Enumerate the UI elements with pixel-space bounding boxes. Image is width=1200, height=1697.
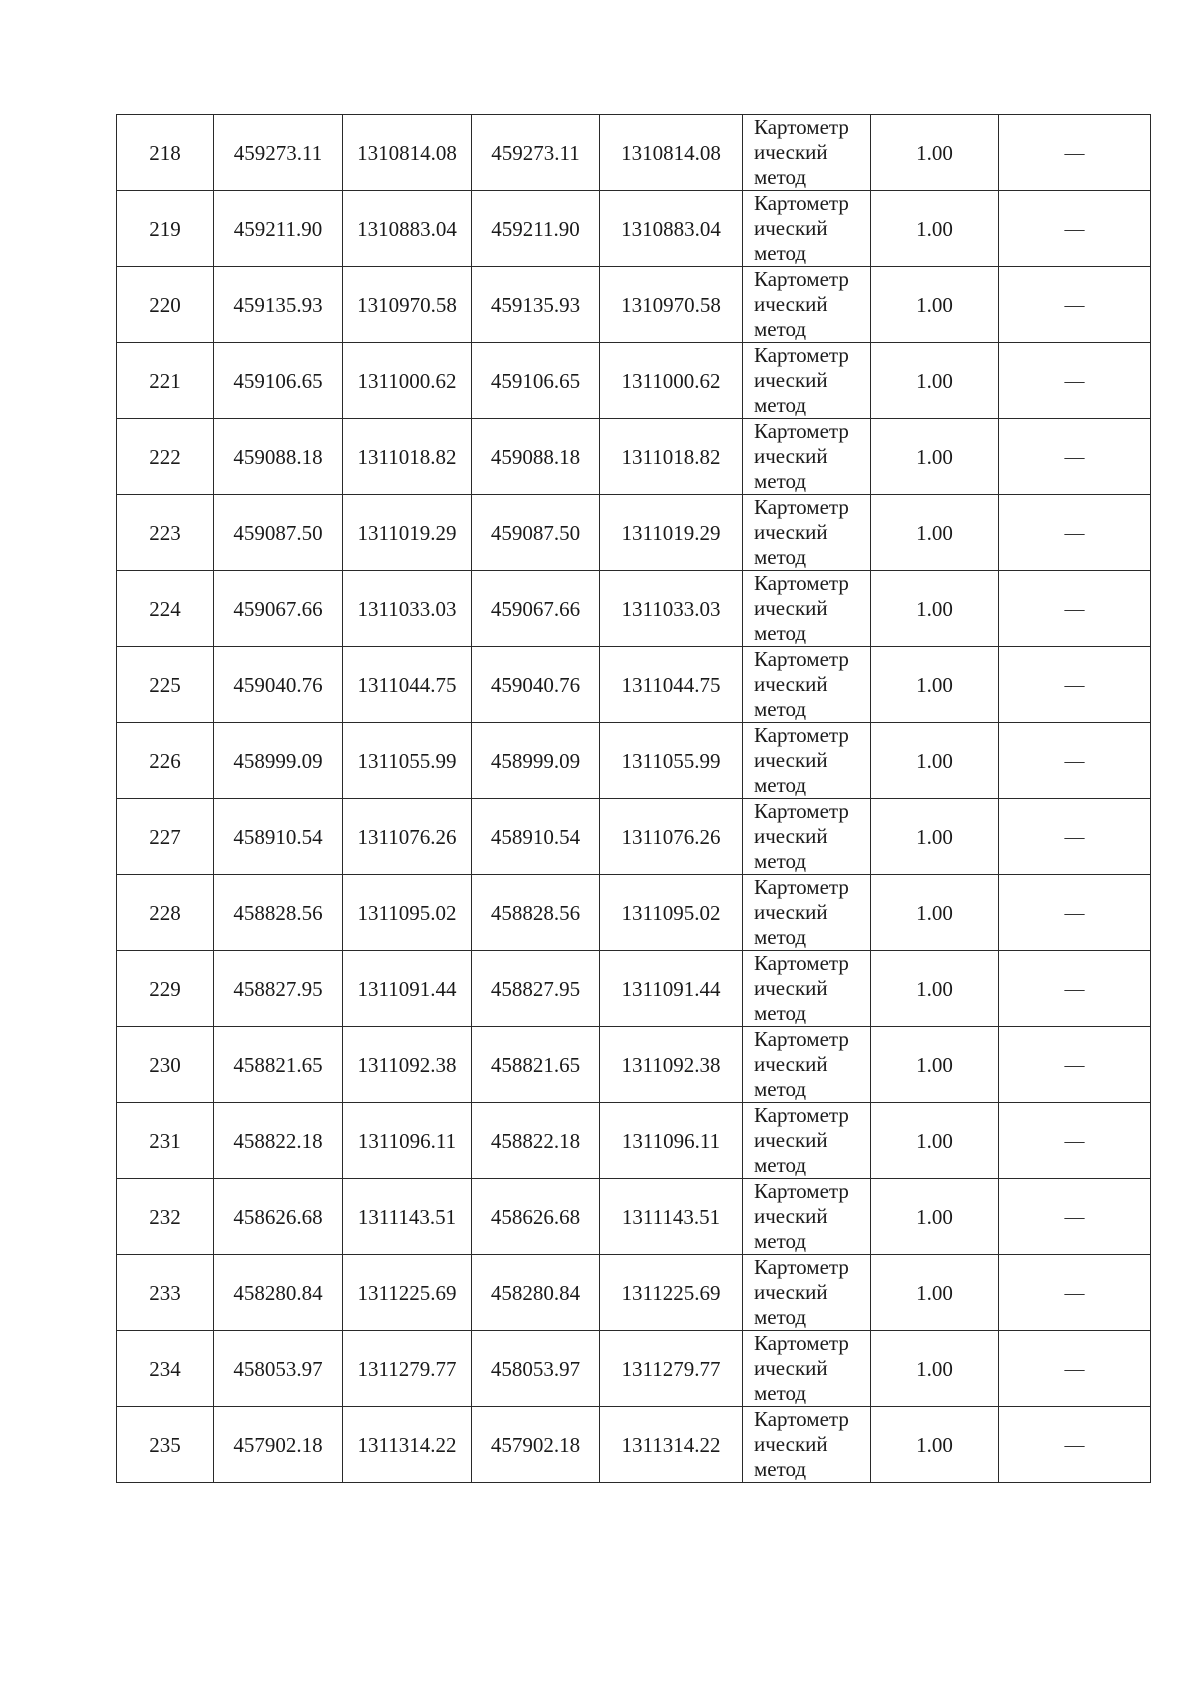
x-coordinate-cell: 458280.84 (214, 1255, 343, 1331)
method-text-line: ический (754, 1280, 828, 1304)
table-row (117, 1179, 1151, 1255)
y-coordinate-cell: 1311000.62 (600, 343, 743, 419)
y-coordinate-cell: 1310814.08 (343, 115, 472, 191)
table-row (117, 1255, 1151, 1331)
x-coordinate-cell: 458822.18 (214, 1103, 343, 1179)
point-number-cell: 218 (117, 115, 214, 191)
point-number-cell: 231 (117, 1103, 214, 1179)
x-coordinate-cell: 458828.56 (214, 875, 343, 951)
note-cell (999, 419, 1151, 495)
y-coordinate-cell: 1310970.58 (600, 267, 743, 343)
y-coordinate-cell: 1310883.04 (600, 191, 743, 267)
coordinates-table (116, 114, 1151, 1483)
y-coordinate-cell: 1311055.99 (343, 723, 472, 799)
y-coordinate-cell: 1311096.11 (343, 1103, 472, 1179)
method-text-line: метод (754, 469, 807, 493)
dash-mark: — (1064, 826, 1085, 848)
accuracy-cell: 1.00 (871, 723, 999, 799)
point-number-cell: 224 (117, 571, 214, 647)
x-coordinate-cell: 459106.65 (214, 343, 343, 419)
y-coordinate-cell: 1311092.38 (343, 1027, 472, 1103)
method-text-line: ический (754, 140, 828, 164)
method-cell (743, 1027, 871, 1103)
y-coordinate-cell: 1310814.08 (600, 115, 743, 191)
dash-mark: — (1064, 978, 1085, 1000)
point-number-cell: 228 (117, 875, 214, 951)
x-coordinate-cell: 459106.65 (472, 343, 600, 419)
accuracy-cell: 1.00 (871, 343, 999, 419)
method-cell (743, 723, 871, 799)
x-coordinate-cell: 458910.54 (214, 799, 343, 875)
note-cell (999, 1103, 1151, 1179)
x-coordinate-cell: 459135.93 (214, 267, 343, 343)
y-coordinate-cell: 1311044.75 (600, 647, 743, 723)
accuracy-cell: 1.00 (871, 571, 999, 647)
accuracy-cell: 1.00 (871, 647, 999, 723)
point-number-cell: 233 (117, 1255, 214, 1331)
method-text-line: метод (754, 1153, 807, 1177)
note-cell (999, 1407, 1151, 1483)
x-coordinate-cell: 458827.95 (472, 951, 600, 1027)
x-coordinate-cell: 458827.95 (214, 951, 343, 1027)
x-coordinate-cell: 458821.65 (214, 1027, 343, 1103)
y-coordinate-cell: 1311033.03 (343, 571, 472, 647)
accuracy-cell: 1.00 (871, 115, 999, 191)
method-cell (743, 419, 871, 495)
point-number-cell: 234 (117, 1331, 214, 1407)
x-coordinate-cell: 458910.54 (472, 799, 600, 875)
x-coordinate-cell: 458999.09 (472, 723, 600, 799)
point-number-cell: 219 (117, 191, 214, 267)
accuracy-cell: 1.00 (871, 799, 999, 875)
method-text-line: метод (754, 1001, 807, 1025)
accuracy-cell: 1.00 (871, 1331, 999, 1407)
table-row (117, 571, 1151, 647)
dash-mark: — (1064, 750, 1085, 772)
x-coordinate-cell: 459067.66 (214, 571, 343, 647)
note-cell (999, 495, 1151, 571)
y-coordinate-cell: 1311019.29 (343, 495, 472, 571)
method-text-line: ический (754, 596, 828, 620)
x-coordinate-cell: 459088.18 (214, 419, 343, 495)
method-text-line: метод (754, 925, 807, 949)
method-text-line: метод (754, 393, 807, 417)
table-body (117, 115, 1151, 1483)
x-coordinate-cell: 459211.90 (472, 191, 600, 267)
method-text-line: Картометр (754, 343, 849, 367)
dash-mark: — (1064, 370, 1085, 392)
method-text-line: ический (754, 520, 828, 544)
dash-mark: — (1064, 674, 1085, 696)
method-text-line: ический (754, 444, 828, 468)
note-cell (999, 267, 1151, 343)
y-coordinate-cell: 1311314.22 (600, 1407, 743, 1483)
point-number-cell: 229 (117, 951, 214, 1027)
table-row (117, 951, 1151, 1027)
x-coordinate-cell: 458822.18 (472, 1103, 600, 1179)
method-text-line: Картометр (754, 1255, 849, 1279)
note-cell (999, 799, 1151, 875)
method-text-line: ический (754, 748, 828, 772)
method-text-line: метод (754, 697, 807, 721)
x-coordinate-cell: 458999.09 (214, 723, 343, 799)
note-cell (999, 191, 1151, 267)
dash-mark: — (1064, 294, 1085, 316)
method-text-line: ический (754, 1128, 828, 1152)
method-text-line: Картометр (754, 495, 849, 519)
method-cell (743, 343, 871, 419)
note-cell (999, 723, 1151, 799)
table-row (117, 799, 1151, 875)
method-text-line: Картометр (754, 115, 849, 139)
method-cell (743, 647, 871, 723)
note-cell (999, 1027, 1151, 1103)
y-coordinate-cell: 1310970.58 (343, 267, 472, 343)
y-coordinate-cell: 1311000.62 (343, 343, 472, 419)
method-cell (743, 1103, 871, 1179)
accuracy-cell: 1.00 (871, 267, 999, 343)
x-coordinate-cell: 459087.50 (472, 495, 600, 571)
table-row (117, 115, 1151, 191)
y-coordinate-cell: 1311092.38 (600, 1027, 743, 1103)
y-coordinate-cell: 1311279.77 (600, 1331, 743, 1407)
point-number-cell: 232 (117, 1179, 214, 1255)
accuracy-cell: 1.00 (871, 1027, 999, 1103)
point-number-cell: 235 (117, 1407, 214, 1483)
accuracy-cell: 1.00 (871, 1407, 999, 1483)
y-coordinate-cell: 1311143.51 (343, 1179, 472, 1255)
method-cell (743, 191, 871, 267)
method-cell (743, 267, 871, 343)
y-coordinate-cell: 1311143.51 (600, 1179, 743, 1255)
method-cell (743, 571, 871, 647)
point-number-cell: 226 (117, 723, 214, 799)
dash-mark: — (1064, 902, 1085, 924)
dash-mark: — (1064, 446, 1085, 468)
method-text-line: метод (754, 1077, 807, 1101)
method-text-line: метод (754, 241, 807, 265)
method-text-line: Картометр (754, 1027, 849, 1051)
method-cell (743, 495, 871, 571)
method-text-line: ический (754, 216, 828, 240)
x-coordinate-cell: 458053.97 (214, 1331, 343, 1407)
dash-mark: — (1064, 218, 1085, 240)
x-coordinate-cell: 458828.56 (472, 875, 600, 951)
method-text-line: ический (754, 824, 828, 848)
note-cell (999, 1331, 1151, 1407)
accuracy-cell: 1.00 (871, 875, 999, 951)
y-coordinate-cell: 1311091.44 (600, 951, 743, 1027)
method-text-line: метод (754, 545, 807, 569)
method-cell (743, 115, 871, 191)
table-row (117, 191, 1151, 267)
note-cell (999, 1179, 1151, 1255)
method-text-line: Картометр (754, 647, 849, 671)
table-row (117, 1027, 1151, 1103)
dash-mark: — (1064, 1054, 1085, 1076)
y-coordinate-cell: 1311018.82 (600, 419, 743, 495)
y-coordinate-cell: 1311055.99 (600, 723, 743, 799)
x-coordinate-cell: 459135.93 (472, 267, 600, 343)
note-cell (999, 115, 1151, 191)
accuracy-cell: 1.00 (871, 1103, 999, 1179)
method-cell (743, 875, 871, 951)
method-cell (743, 1179, 871, 1255)
note-cell (999, 875, 1151, 951)
y-coordinate-cell: 1310883.04 (343, 191, 472, 267)
method-text-line: Картометр (754, 875, 849, 899)
point-number-cell: 220 (117, 267, 214, 343)
y-coordinate-cell: 1311044.75 (343, 647, 472, 723)
point-number-cell: 227 (117, 799, 214, 875)
method-text-line: Картометр (754, 1407, 849, 1431)
y-coordinate-cell: 1311019.29 (600, 495, 743, 571)
point-number-cell: 223 (117, 495, 214, 571)
accuracy-cell: 1.00 (871, 191, 999, 267)
method-cell (743, 1407, 871, 1483)
y-coordinate-cell: 1311279.77 (343, 1331, 472, 1407)
method-text-line: метод (754, 1229, 807, 1253)
note-cell (999, 571, 1151, 647)
method-cell (743, 951, 871, 1027)
y-coordinate-cell: 1311076.26 (343, 799, 472, 875)
method-text-line: ический (754, 1356, 828, 1380)
table-row (117, 1331, 1151, 1407)
x-coordinate-cell: 458626.68 (214, 1179, 343, 1255)
method-text-line: ический (754, 1432, 828, 1456)
dash-mark: — (1064, 1358, 1085, 1380)
method-cell (743, 1255, 871, 1331)
x-coordinate-cell: 459273.11 (214, 115, 343, 191)
y-coordinate-cell: 1311095.02 (600, 875, 743, 951)
dash-mark: — (1064, 1206, 1085, 1228)
y-coordinate-cell: 1311095.02 (343, 875, 472, 951)
method-text-line: метод (754, 773, 807, 797)
method-text-line: Картометр (754, 1331, 849, 1355)
method-text-line: метод (754, 1457, 807, 1481)
method-text-line: Картометр (754, 571, 849, 595)
table-row (117, 495, 1151, 571)
x-coordinate-cell: 459067.66 (472, 571, 600, 647)
method-text-line: ический (754, 1204, 828, 1228)
method-cell (743, 1331, 871, 1407)
method-text-line: Картометр (754, 267, 849, 291)
x-coordinate-cell: 459211.90 (214, 191, 343, 267)
x-coordinate-cell: 459087.50 (214, 495, 343, 571)
note-cell (999, 1255, 1151, 1331)
x-coordinate-cell: 458280.84 (472, 1255, 600, 1331)
table-row (117, 1407, 1151, 1483)
x-coordinate-cell: 457902.18 (214, 1407, 343, 1483)
y-coordinate-cell: 1311018.82 (343, 419, 472, 495)
method-text-line: Картометр (754, 799, 849, 823)
table-row (117, 647, 1151, 723)
y-coordinate-cell: 1311091.44 (343, 951, 472, 1027)
method-text-line: метод (754, 317, 807, 341)
method-text-line: Картометр (754, 951, 849, 975)
table-row (117, 267, 1151, 343)
y-coordinate-cell: 1311225.69 (600, 1255, 743, 1331)
x-coordinate-cell: 458626.68 (472, 1179, 600, 1255)
table-row (117, 343, 1151, 419)
method-cell (743, 799, 871, 875)
method-text-line: Картометр (754, 1179, 849, 1203)
y-coordinate-cell: 1311096.11 (600, 1103, 743, 1179)
y-coordinate-cell: 1311314.22 (343, 1407, 472, 1483)
point-number-cell: 225 (117, 647, 214, 723)
table-row (117, 1103, 1151, 1179)
y-coordinate-cell: 1311225.69 (343, 1255, 472, 1331)
x-coordinate-cell: 458053.97 (472, 1331, 600, 1407)
table-row (117, 875, 1151, 951)
method-text-line: ический (754, 900, 828, 924)
x-coordinate-cell: 459040.76 (472, 647, 600, 723)
accuracy-cell: 1.00 (871, 1255, 999, 1331)
accuracy-cell: 1.00 (871, 1179, 999, 1255)
dash-mark: — (1064, 1434, 1085, 1456)
dash-mark: — (1064, 598, 1085, 620)
method-text-line: Картометр (754, 723, 849, 747)
method-text-line: ический (754, 368, 828, 392)
method-text-line: ический (754, 1052, 828, 1076)
method-text-line: ический (754, 292, 828, 316)
method-text-line: Картометр (754, 419, 849, 443)
x-coordinate-cell: 459088.18 (472, 419, 600, 495)
method-text-line: метод (754, 1381, 807, 1405)
accuracy-cell: 1.00 (871, 495, 999, 571)
method-text-line: метод (754, 1305, 807, 1329)
method-text-line: ический (754, 976, 828, 1000)
method-text-line: Картометр (754, 1103, 849, 1127)
y-coordinate-cell: 1311033.03 (600, 571, 743, 647)
point-number-cell: 221 (117, 343, 214, 419)
x-coordinate-cell: 459040.76 (214, 647, 343, 723)
x-coordinate-cell: 457902.18 (472, 1407, 600, 1483)
method-text-line: метод (754, 165, 807, 189)
note-cell (999, 647, 1151, 723)
table-row (117, 723, 1151, 799)
method-text-line: Картометр (754, 191, 849, 215)
note-cell (999, 951, 1151, 1027)
point-number-cell: 230 (117, 1027, 214, 1103)
dash-mark: — (1064, 1282, 1085, 1304)
accuracy-cell: 1.00 (871, 951, 999, 1027)
method-text-line: ический (754, 672, 828, 696)
y-coordinate-cell: 1311076.26 (600, 799, 743, 875)
table-row (117, 419, 1151, 495)
method-text-line: метод (754, 849, 807, 873)
dash-mark: — (1064, 142, 1085, 164)
point-number-cell: 222 (117, 419, 214, 495)
dash-mark: — (1064, 1130, 1085, 1152)
note-cell (999, 343, 1151, 419)
accuracy-cell: 1.00 (871, 419, 999, 495)
x-coordinate-cell: 458821.65 (472, 1027, 600, 1103)
x-coordinate-cell: 459273.11 (472, 115, 600, 191)
dash-mark: — (1064, 522, 1085, 544)
method-text-line: метод (754, 621, 807, 645)
